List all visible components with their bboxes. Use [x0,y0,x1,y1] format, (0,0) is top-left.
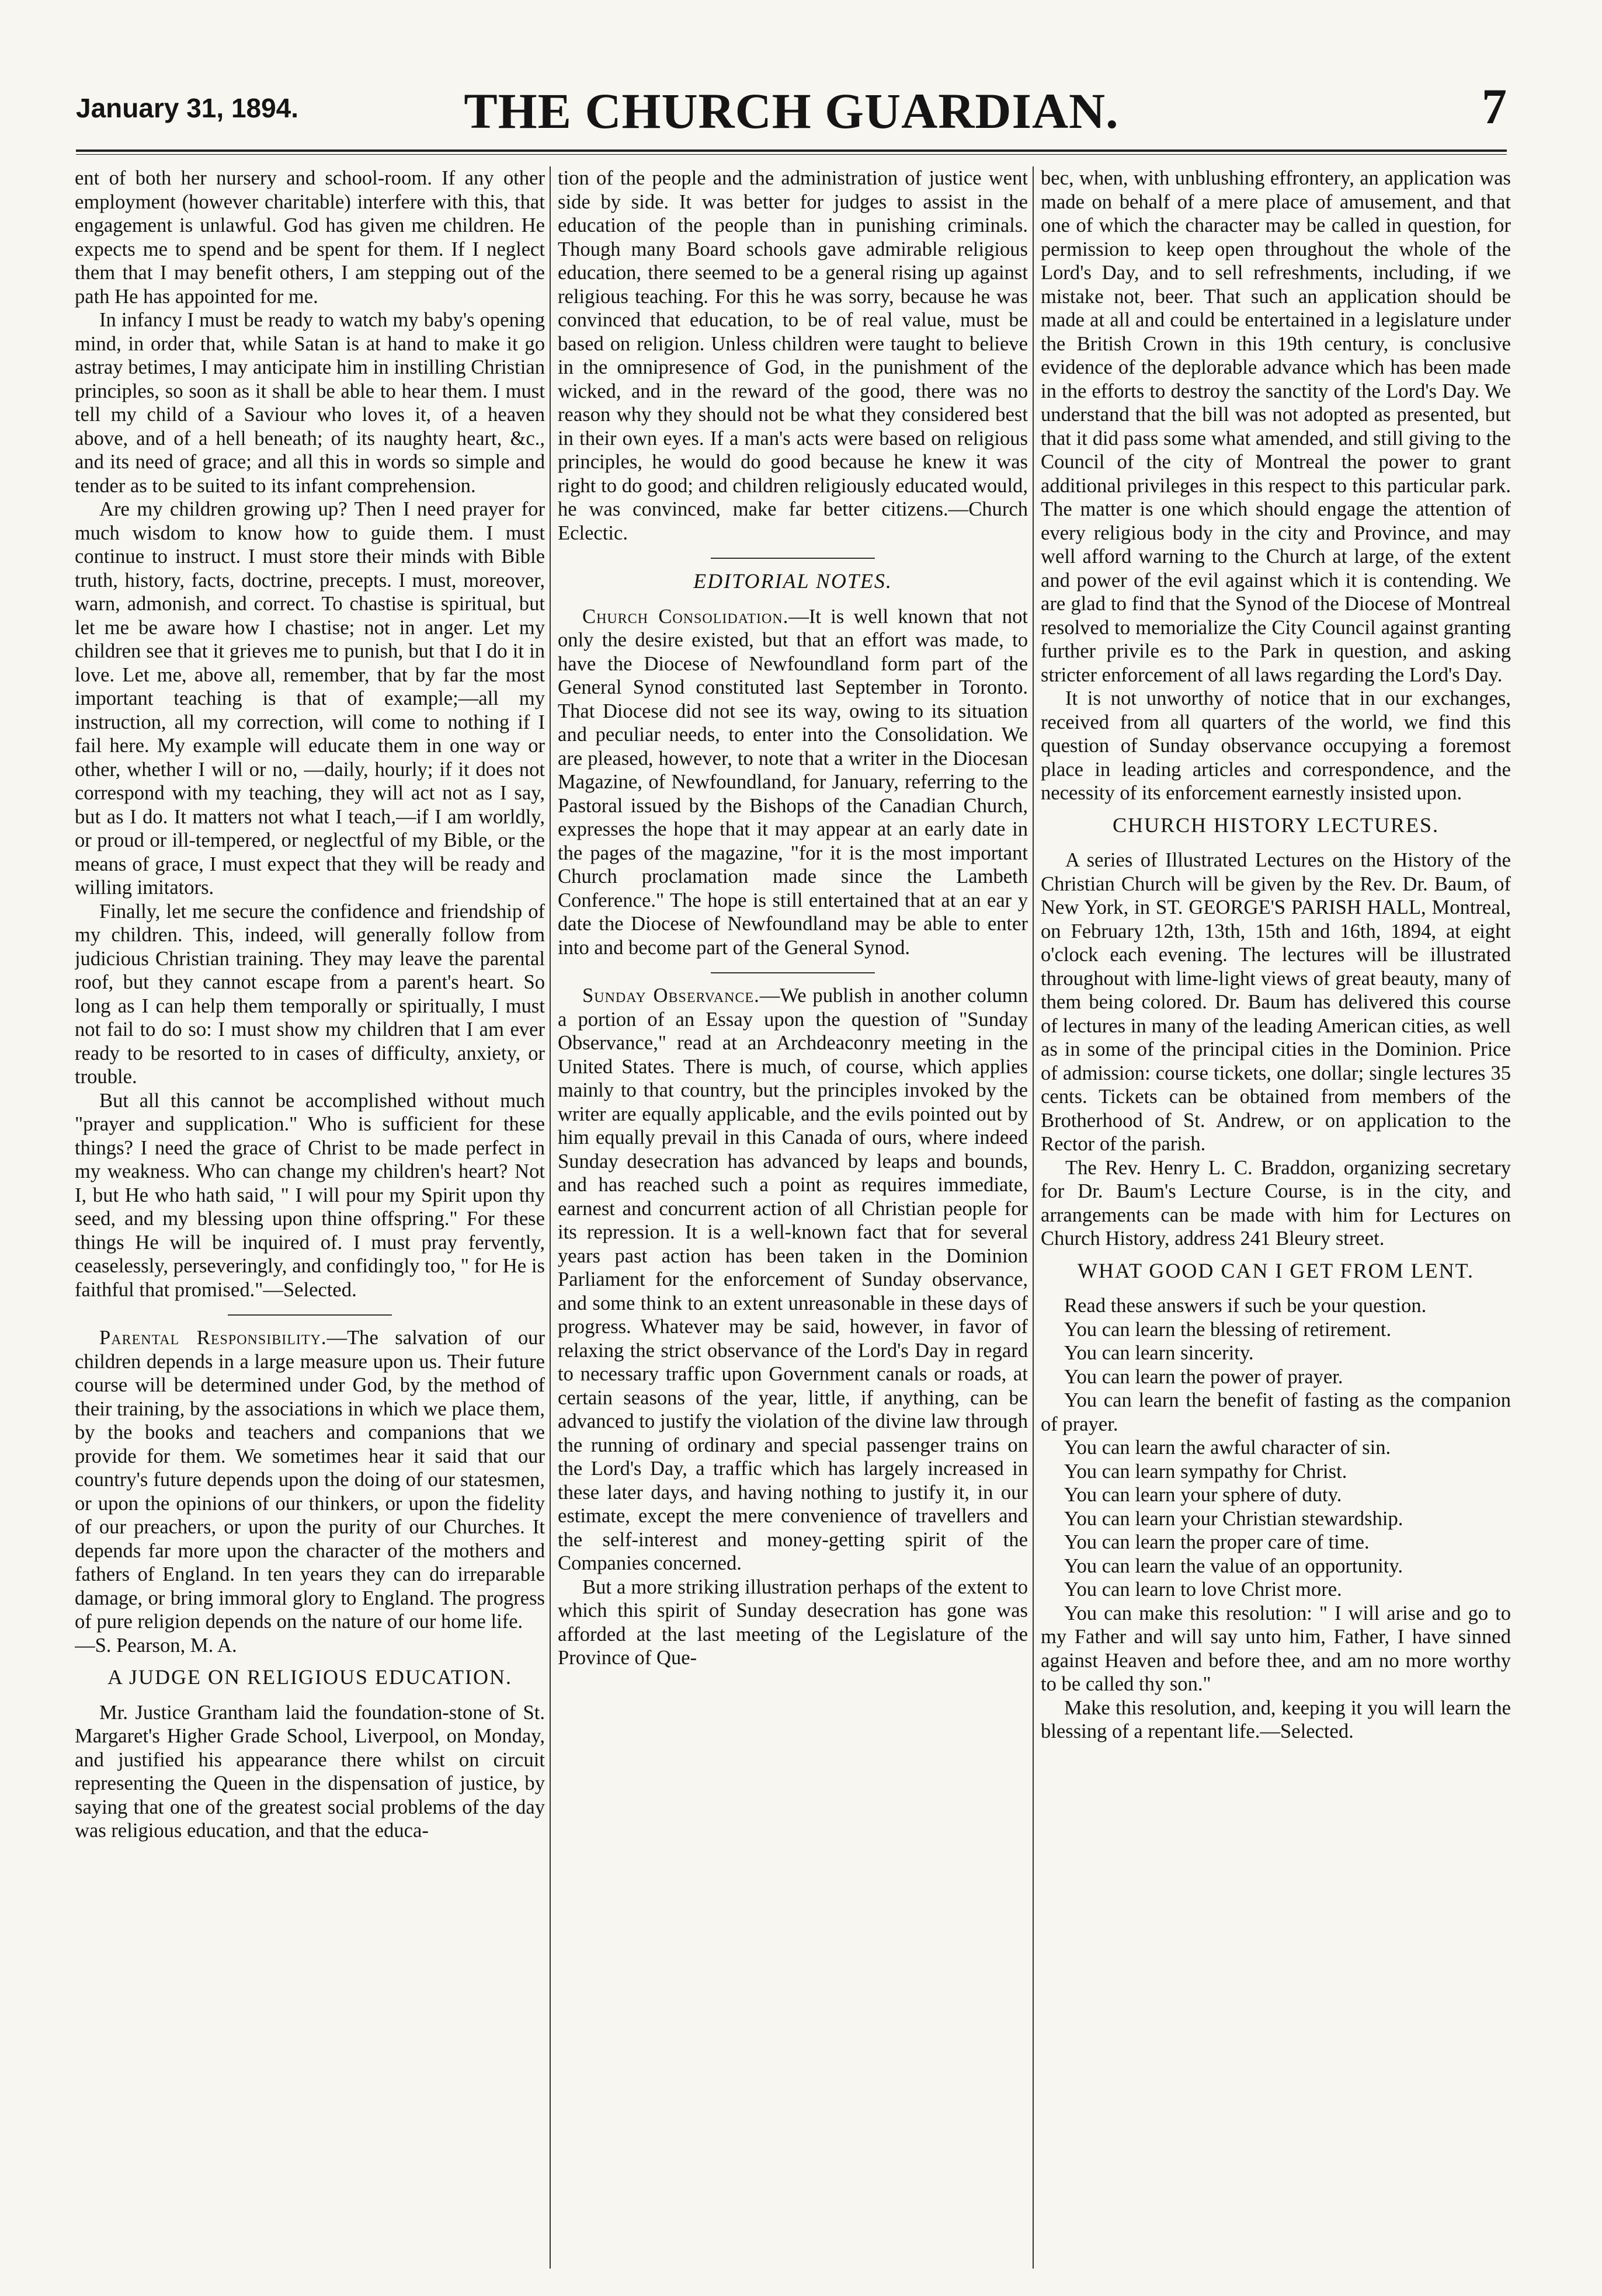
column-divider [550,166,551,2269]
list-item: You can learn the power of prayer. [1064,1365,1343,1388]
article-paragraph: It is not unworthy of notice that in our exchanges, received from all quarters of the world, we find this question of Sunday observance occupying a foremost place in leading articles and correspondence, and the necessity of its enforcement earnestly insisted upon. [1041,687,1511,804]
paragraph-text: —The salvation of our children depends in a large measure upon us. Their future course will be determined under God, by the method of their training, by the associations in which we place them, by the books and teachers and companions that we provide for them. We sometimes hear it said that our country's future depends upon the doing of our statesmen, or upon the opinions of our thinkers, or upon the fidelity of our preachers, or upon the purity of our Churches. It depends far more upon the character of the mothers and fathers of England. In ten years they can do irreparable damage, or bring immoral glory to England. The progress of pure religion depends on the nature of our home life. [75,1327,545,1633]
list-item: You can learn your Christian stewardship. [1064,1507,1403,1530]
article-paragraph: Mr. Justice Grantham laid the foundation-stone of St. Margaret's Higher Grade School, Liverpool, on Monday, and justified his appearance there whilst on circuit representing the Queen in the dispensation of justice, by saying that one of the greatest social problems of the day was religious education, and that the educa- [75,1701,545,1842]
article-paragraph: Are my children growing up? Then I need prayer for much wisdom to know how to guide them. I must continue to instruct. I must store their minds with Bible truth, history, facts, doctrine, precepts. I must, moreover, warn, admonish, and correct. To chastise is spiritual, but let me be aware how I chastise; not in anger. Let my children see that it grieves me to punish, but that I do it in love. Let me, above all, remember, that by far the most important teaching is that of example;—all my instruction, all my correction, will come to nothing if I fail here. My example will educate them in one way or other, whether I will or no, —daily, hourly; if it does not correspond with my teaching, they will act not as I say, but as I do. It matters not what I teach,—if I am worldly, or proud or ill-tempered, or neglectful of my Bible, or the means of grace, I must expect that they will be ready and willing imitators. [75,498,545,899]
column-1 [75,166,545,2274]
masthead [76,78,1507,152]
run-in-heading: Parental Responsibility. [99,1327,327,1349]
article-paragraph: In infancy I must be ready to watch my baby's opening mind, in order that, while Satan is at hand to make it go astray betimes, I may anticipate him in instilling Christian principles, so soon as it shall be able to hear them. I must tell my child of a Saviour who loves it, of a heaven above, and of a hell beneath; of its naughty heart, &c., and its need of grace; and all this in words so simple and tender as to be suited to its infant comprehension. [75,309,545,497]
church-consolidation-paragraph [558,605,1028,960]
article-paragraph: The Rev. Henry L. C. Braddon, organizing secretary for Dr. Baum's Lecture Course, is in the city, and arrangements can be made with him for Lectures on Church History, address 241 Bleury street. [1041,1156,1511,1250]
list-item: You can learn the value of an opportunity. [1064,1554,1403,1577]
article-paragraph: tion of the people and the administration of justice went side by side. It was better for judges to assist in the education of the people than in punishing criminals. Though many Board schools gave admirable religious education, there seemed to be a general rising up against religious teaching. For this he was sorry, because he was convinced that education, to be of real value, must be based on religion. Unless children were taught to believe in the omnipresence of God, in the punishment of the wicked, and in the reward of the good, there was no reason why they should not be what they considered best in their own eyes. If a man's acts were based on religious principles, he would do good because he knew it was right to do good; and children religiously educated would, he was convinced, make far better citizens.—Church Eclectic. [558,167,1028,544]
article-paragraph: Finally, let me secure the confidence and friendship of my children. This, indeed, will generally follow from judicious Christian training. They may leave the parental roof, but they cannot escape from a parent's heart. So long as I can help them temporally or spiritually, I must not fail to do so: I must show my children that I am ever ready to be resorted to in cases of difficulty, anxiety, or trouble. [75,900,545,1088]
newspaper-title: THE CHURCH GUARDIAN. [464,83,1119,139]
article-paragraph: But all this cannot be accomplished without much "prayer and supplication." Who is sufficient for these things? I need the grace of Christ to be made perfect in my weakness. Who can change my children's heart? Not I, but He who hath said, " I will pour my Spirit upon thy seed, and my blessing upon thine offspring." For these things He will be inquired of. I must pray fervently, ceaselessly, perseveringly, and confidingly too, " for He is faithful that promised."—Selected. [75,1089,545,1301]
list-item: You can learn the proper care of time. [1064,1531,1370,1553]
section-separator [711,972,875,973]
list-item: You can learn the awful character of sin. [1064,1436,1391,1459]
header-rule-thin [76,154,1507,155]
column-divider [1033,166,1034,2269]
list-item: You can learn to love Christ more. [1064,1578,1342,1601]
parental-responsibility-paragraph [75,1326,545,1634]
section-separator [711,558,875,559]
section-title: A JUDGE ON RELIGIOUS EDUCATION. [107,1665,512,1689]
page-number: 7 [1482,78,1507,134]
list-item: Read these answers if such be your question. [1064,1295,1427,1317]
paragraph-text: —It is well known that not only the desire existed, but that an effort was made, to have the Diocese of Newfoundland form part of the General Synod constituted last September in Toronto. That Diocese did not see its way, owing to its situation and peculiar needs, to enter into the Consolidation. We are pleased, however, to note that a writer in the Diocesan Magazine, of Newfoundland, for January, referring to the Pastoral issued by the Bishops of the Canadian Church, expresses the hope that it may appear at an early date in the pages of the magazine, "for it is the most important Church proclamation made since the Lambeth Conference." The hope is still entertained that at an ear y date the Diocese of Newfoundland may be able to enter into and become part of the General Synod. [558,605,1028,959]
article-paragraph: bec, when, with unblushing effrontery, an application was made on behalf of a mere place of amusement, and that one of which the character may be called in question, for permission to keep open throughout the whole of the Lord's Day, and to sell refreshments, including, if we mistake not, beer. That such an application should be made at all and could be entertained in a legislature under the British Crown in this 19th century, is conclusive evidence of the deplorable advance which has been made in the efforts to destroy the sanctity of the Lord's Day. We understand that the bill was not adopted as presented, but that it did pass some what amended, and still giving to the Council of the city of Montreal the power to grant additional privileges in this respect to this particular park. The matter is one which should engage the attention of every religious body in the city and Province, and may well afford warning to the Church at large, of the extent and power of the evil against which it is contending. We are glad to find that the Synod of the Diocese of Montreal resolved to memorialize the City Council against granting further privile es to the Park in question, and asking stricter enforcement of all laws regarding the Lord's Day. [1041,167,1511,686]
section-title: WHAT GOOD CAN I GET FROM LENT. [1078,1258,1474,1282]
list-item: Make this resolution, and, keeping it you will learn the blessing of a repentant life.—Selected. [1041,1696,1511,1742]
issue-date: January 31, 1894. [76,93,299,123]
run-in-heading: Church Consolidation. [582,605,789,628]
column-2 [558,166,1028,2274]
list-item: You can learn the benefit of fasting as the companion of prayer. [1041,1389,1511,1435]
article-paragraph: But a more striking illustration perhaps of the extent to which this spirit of Sunday desecration has gone was afforded at the last meeting of the Legislature of the Province of Que- [558,1575,1028,1669]
list-item: You can learn sincerity. [1064,1342,1254,1364]
section-title: CHURCH HISTORY LECTURES. [1112,813,1440,837]
paragraph-text: —We publish in another column a portion of an Essay upon the question of "Sunday Observance," read at an Archdeaconry meeting in the United States. There is much, of course, which applies mainly to that country, but the principles invoked by the writer are equally applicable, and the evils pointed out by him equally prevail in this Canada of ours, where indeed Sunday desecration has advanced by leaps and bounds, and has reached such a point as requires immediate, earnest and concurrent action of all Christian people for its repression. It is a well-known fact that for several years past action has been taken in the Dominion Parliament for the enforcement of Sunday observance, and some think to an extent unreasonable in these days of progress. Whatever may be said, however, in favor of relaxing the strict observance of the Lord's Day in regard to necessary traffic upon Government canals or roads, at certain seasons of the year, little, if anything, can be advanced to justify the violation of the divine law through the running of ordinary and special passenger trains on the Lord's Day, a traffic which has largely increased in these later days, and having nothing to justify it, in our estimate, except the mere convenience of travellers and the self-interest and money-getting spirit of the Companies concerned. [558,985,1028,1574]
article-paragraph: ent of both her nursery and school-room. If any other employment (however charitable) interfere with this, that engagement is unlawful. God has given me children. He expects me to spend and be spent for them. If I neglect them that I may benefit others, I am stepping out of the path He has appointed for me. [75,167,545,308]
column-3 [1041,166,1511,2274]
section-separator [228,1314,392,1316]
list-item: You can make this resolution: " I will arise and go to my Father and will say unto him, Father, I have sinned against Heaven and before thee, and am no more worthy to be called thy son." [1041,1602,1511,1695]
lent-list [1041,1294,1511,1744]
section-title: EDITORIAL NOTES. [693,569,892,593]
list-item: You can learn your sphere of duty. [1064,1484,1342,1506]
byline: —S. Pearson, M. A. [75,1634,237,1657]
sunday-observance-paragraph [558,984,1028,1575]
article-paragraph: A series of Illustrated Lectures on the History of the Christian Church will be given by the Rev. Dr. Baum, of New York, in ST. GEORGE'S PARISH HALL, Montreal, on February 12th, 13th, 15th and 16th, 1894, at eight o'clock each evening. The lectures will be illustrated throughout with lime-light views of great beauty, many of them being colored. Dr. Baum has delivered this course of lectures in many of the leading American cities, as well as in some of the principal cities in the Dominion. Price of admission: course tickets, one dollar; single lectures 35 cents. Tickets can be obtained from members of the Brotherhood of St. Andrew, or on application to the Rector of the parish. [1041,849,1511,1155]
header-rule [76,149,1507,152]
run-in-heading: Sunday Observance. [582,985,760,1007]
list-item: You can learn sympathy for Christ. [1064,1460,1347,1483]
list-item: You can learn the blessing of retirement. [1064,1318,1392,1341]
